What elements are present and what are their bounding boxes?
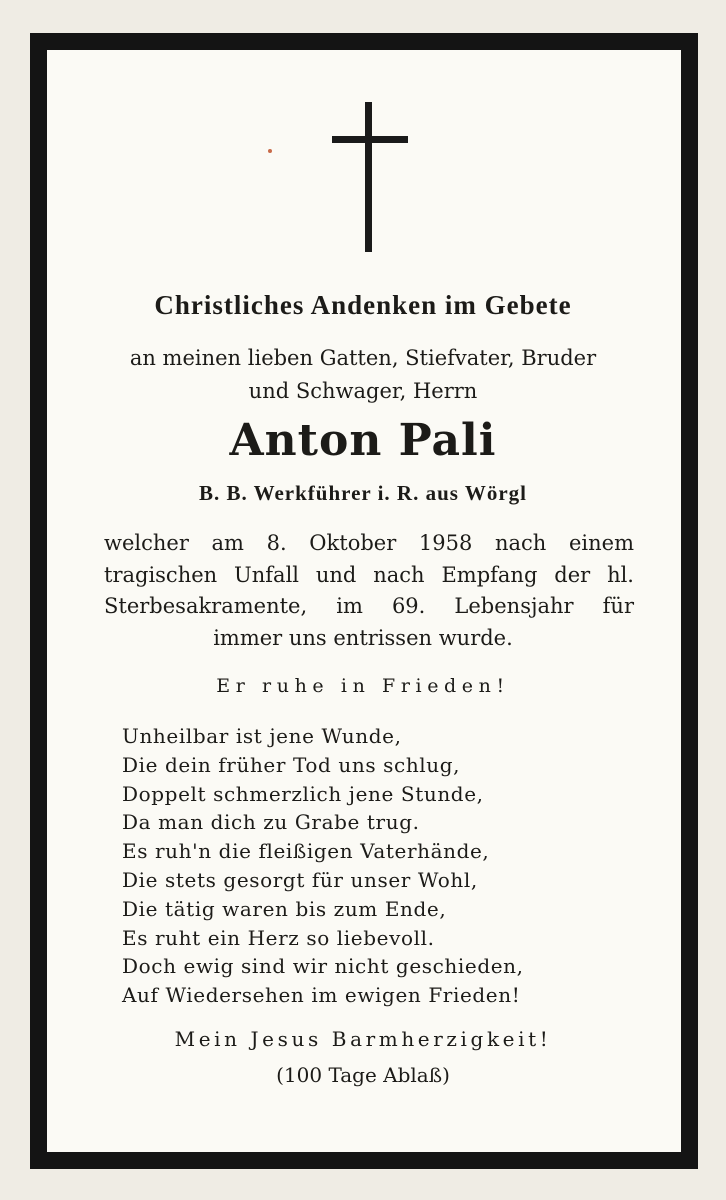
rest-in-peace: Er ruhe in Frieden! bbox=[216, 675, 510, 697]
poem-line: Doppelt schmerzlich jene Stunde, bbox=[122, 781, 484, 806]
card-heading: Christliches Andenken im Gebete bbox=[154, 290, 572, 320]
poem-line: Doch ewig sind wir nicht geschieden, bbox=[122, 954, 524, 979]
death-notice-line: immer uns entrissen wurde. bbox=[213, 626, 513, 650]
death-notice-line: tragischen Unfall und nach Empfang der hl. bbox=[104, 563, 634, 587]
poem bbox=[122, 722, 524, 1010]
poem-line: Es ruht ein Herz so liebevoll. bbox=[122, 925, 435, 950]
occupation: B. B. Werkführer i. R. aus Wörgl bbox=[199, 481, 527, 505]
deceased-name: Anton Pali bbox=[229, 415, 497, 466]
intro-line-1: an meinen lieben Gatten, Stiefvater, Bruder bbox=[129, 346, 597, 370]
poem-line: Unheilbar ist jene Wunde, bbox=[122, 724, 402, 748]
indulgence-note: (100 Tage Ablaß) bbox=[276, 1063, 450, 1087]
death-notice-line: Sterbesakramente, im 69. Lebensjahr für bbox=[104, 594, 634, 618]
poem-line: Da man dich zu Grabe trug. bbox=[122, 810, 420, 835]
closing-prayer: Mein Jesus Barmherzigkeit! bbox=[174, 1027, 552, 1051]
poem-line: Auf Wiedersehen im ewigen Frieden! bbox=[122, 983, 521, 1008]
intro-line-2: und Schwager, Herrn bbox=[248, 379, 478, 403]
cross-icon bbox=[332, 102, 408, 252]
death-notice-line: welcher am 8. Oktober 1958 nach einem bbox=[104, 531, 634, 555]
poem-line: Die stets gesorgt für unser Wohl, bbox=[122, 867, 478, 892]
ink-spot bbox=[268, 149, 272, 153]
poem-line: Es ruh'n die fleißigen Vaterhände, bbox=[122, 839, 490, 864]
poem-line: Die dein früher Tod uns schlug, bbox=[122, 752, 461, 777]
poem-line: Die tätig waren bis zum Ende, bbox=[122, 896, 447, 921]
